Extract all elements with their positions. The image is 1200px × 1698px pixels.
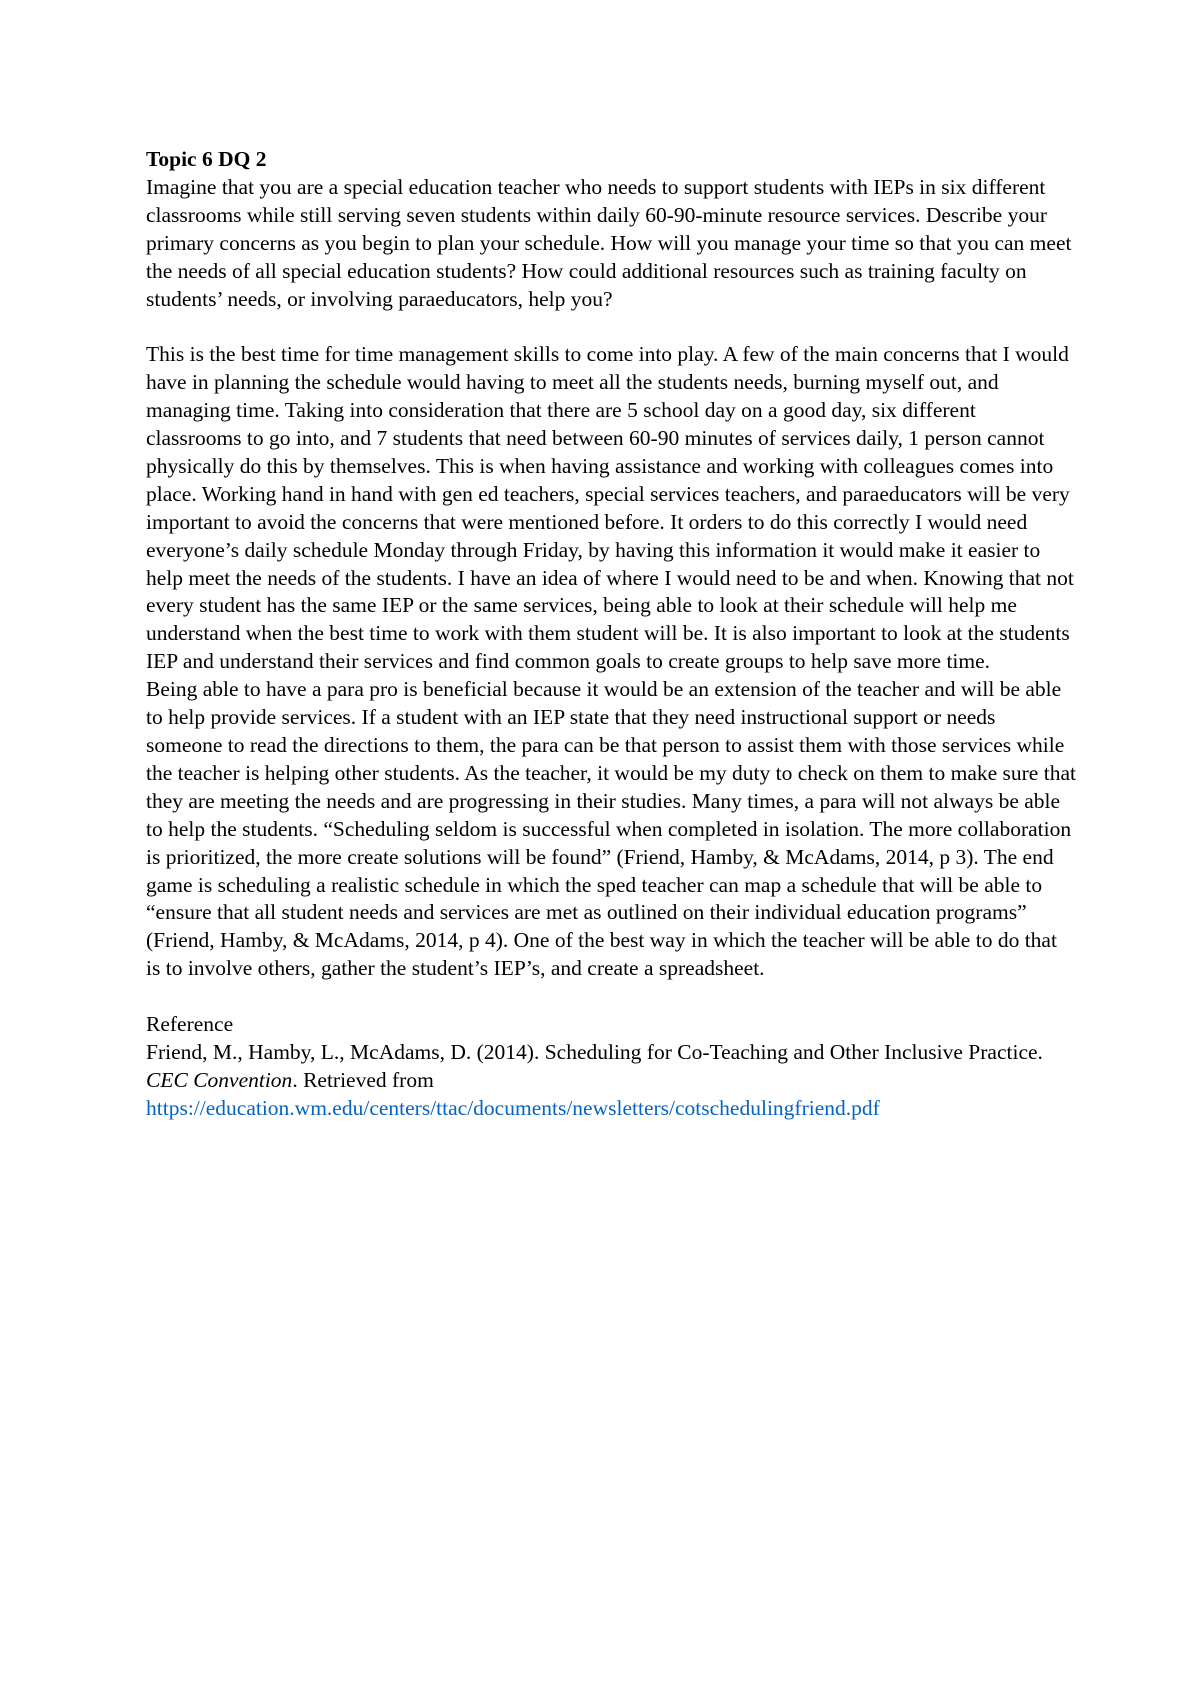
reference-journal: CEC Convention	[146, 1067, 293, 1092]
document-page	[146, 146, 1076, 1123]
reference-heading: Reference	[146, 1012, 234, 1037]
response-paragraph-2: Being able to have a para pro is beneficial because it would be an extension of the teacher and will be able to help provide services. If a student with an IEP state that they need instructional support or needs someone to read the directions to them, the para can be that person to assist them with those services while the teacher is helping other students. As the teacher, it would be my duty to check on them to make sure that they are meeting the needs and are progressing in their studies. Many times, a para will not always be able to help the students. “Scheduling seldom is successful when completed in isolation. The more collaboration is prioritized, the more create solutions will be found” (Friend, Hamby, & McAdams, 2014, p 3). The end game is scheduling a realistic schedule in which the sped teacher can map a schedule that will be able to “ensure that all student needs and services are met as outlined on their individual education programs” (Friend, Hamby, & McAdams, 2014, p 4). One of the best way in which the teacher will be able to do that is to involve others, gather the student’s IEP’s, and create a spreadsheet.	[146, 677, 1076, 981]
response-paragraph-1: This is the best time for time management skills to come into play. A few of the main concerns that I would have in planning the schedule would having to meet all the students needs, burning myself out, and managing time. Taking into consideration that there are 5 school day on a good day, six different classrooms to go into, and 7 students that need between 60-90 minutes of services daily, 1 person cannot physically do this by themselves. This is when having assistance and working with colleagues comes into place. Working hand in hand with gen ed teachers, special services teachers, and paraeducators will be very important to avoid the concerns that were mentioned before. It orders to do this correctly I would need everyone’s daily schedule Monday through Friday, by having this information it would make it easier to help meet the needs of the students. I have an idea of where I would need to be and when. Knowing that not every student has the same IEP or the same services, being able to look at their schedule will help me understand when the best time to work with them student will be. It is also important to look at the students IEP and understand their services and find common goals to create groups to help save more time.	[146, 342, 1074, 674]
reference-authors: Friend, M., Hamby, L., McAdams, D. (2014). Scheduling for Co-Teaching and Other Inclusive Practice.	[146, 1039, 1043, 1064]
discussion-prompt: Imagine that you are a special education teacher who needs to support students with IEPs in six different classrooms while still serving seven students within daily 60-90-minute resource services. Describe your primary concerns as you begin to plan your schedule. How will you manage your time so that you can meet the needs of all special education students? How could additional resources such as training faculty on students’ needs, or involving paraeducators, help you?	[146, 174, 1072, 311]
document-title: Topic 6 DQ 2	[146, 147, 267, 171]
reference-url-link[interactable]: https://education.wm.edu/centers/ttac/documents/newsletters/cotschedulingfriend.pdf	[146, 1095, 880, 1120]
reference-retrieved: . Retrieved from	[292, 1067, 434, 1092]
paragraph-spacer	[146, 983, 1076, 1011]
reference-entry	[146, 1039, 1076, 1123]
paragraph-spacer	[146, 313, 1076, 341]
